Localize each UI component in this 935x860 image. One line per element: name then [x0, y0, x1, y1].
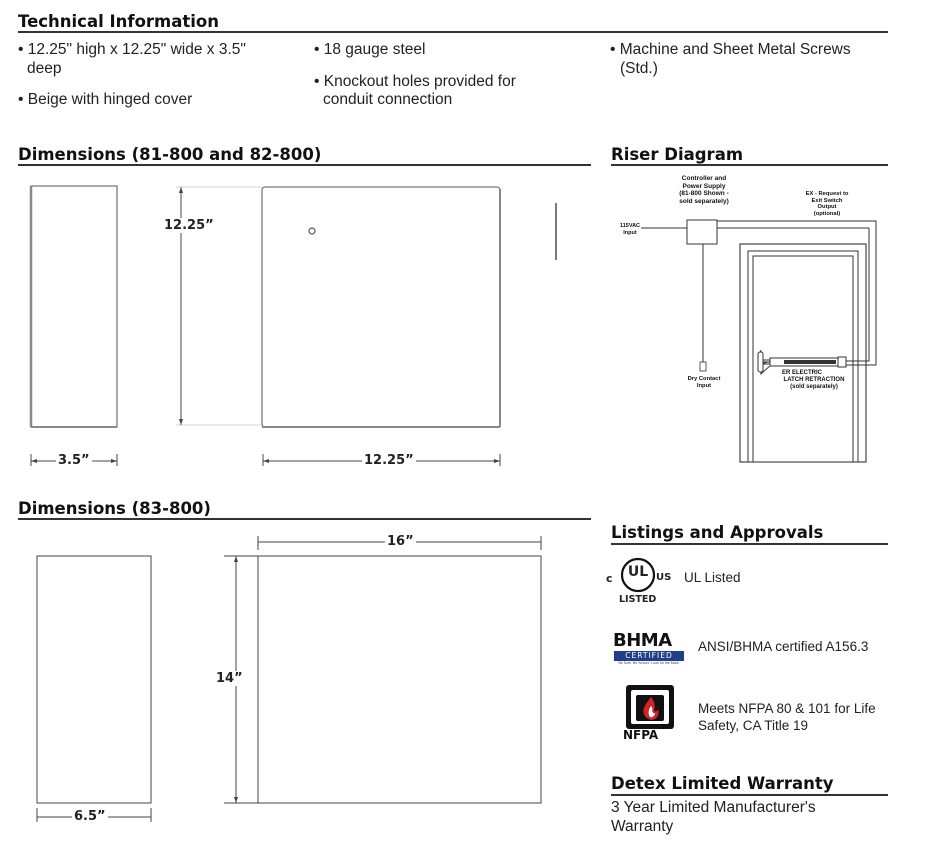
ul-logo-listed: LISTED: [619, 594, 657, 605]
side-view-83-box: [37, 556, 151, 803]
ul-logo-ul: UL: [627, 564, 649, 580]
warranty-text: 3 Year Limited Manufacturer's Warranty: [611, 799, 816, 835]
riser-diagram-heading: Riser Diagram: [611, 145, 744, 164]
tech-item-knockout-cont: conduit connection: [323, 91, 453, 108]
ul-logo-us: US: [656, 572, 672, 583]
controller-box: [687, 220, 717, 244]
er-latch-label: ER ELECTRIC LATCH RETRACTION (sold separately): [782, 370, 845, 390]
height-label-12-25: 12.25”: [164, 218, 214, 233]
tech-item-size: • 12.25" high x 12.25" wide x 3.5": [18, 41, 246, 58]
dimensions-81-82-heading: Dimensions (81-800 and 82-800): [18, 145, 322, 164]
dimensions-83-rule: [18, 518, 591, 520]
bhma-logo-tag: Be Sure. Be Secure. Look for the Mark.: [618, 661, 680, 665]
ul-logo-c: c: [606, 572, 613, 585]
ex-switch-label: EX - Request to Exit Switch Output (optional): [805, 191, 849, 217]
side-view-box: [31, 186, 117, 427]
nfpa-text: Meets NFPA 80 & 101 for Life Safety, CA Title 19: [698, 701, 876, 733]
dry-contact-label: Dry Contact Input: [687, 376, 721, 389]
width-label-12-25: 12.25”: [364, 453, 414, 468]
nfpa-logo: [626, 685, 674, 729]
depth-label-3-5: 3.5”: [58, 453, 90, 468]
height-label-14: 14”: [216, 671, 243, 686]
lock-hole: [309, 228, 315, 234]
depth-label-6-5: 6.5”: [74, 809, 106, 824]
warranty-heading: Detex Limited Warranty: [611, 774, 834, 793]
dimensions-83-heading: Dimensions (83-800): [18, 499, 211, 518]
technical-information-heading: Technical Information: [18, 12, 219, 31]
tech-item-screws: • Machine and Sheet Metal Screws: [610, 41, 851, 58]
tech-item-knockout: • Knockout holes provided for: [314, 73, 516, 90]
listings-rule: [611, 543, 888, 545]
dry-contact-box: [700, 362, 706, 371]
tech-item-color: • Beige with hinged cover: [18, 91, 193, 108]
nfpa-logo-text: NFPA: [623, 728, 659, 742]
tech-item-size-cont: deep: [27, 60, 62, 77]
width-label-16: 16”: [387, 534, 414, 549]
warranty-rule: [611, 794, 888, 796]
controller-label: Controller and Power Supply (81-800 Shown - sold separately): [679, 175, 729, 205]
front-view-83-box: [258, 556, 541, 803]
bhma-text: ANSI/BHMA certified A156.3: [698, 639, 869, 654]
input-115vac-label: 115VAC Input: [619, 223, 641, 236]
tech-item-gauge: • 18 gauge steel: [314, 41, 426, 58]
riser-diagram-rule: [611, 164, 888, 166]
bhma-logo-sub: CERTIFIED: [625, 651, 673, 660]
bhma-logo-main: BHMA: [613, 630, 672, 651]
tech-item-screws-cont: (Std.): [620, 60, 658, 77]
listings-heading: Listings and Approvals: [611, 523, 824, 542]
ul-listed-text: UL Listed: [684, 570, 741, 585]
front-view-box: [262, 187, 500, 427]
